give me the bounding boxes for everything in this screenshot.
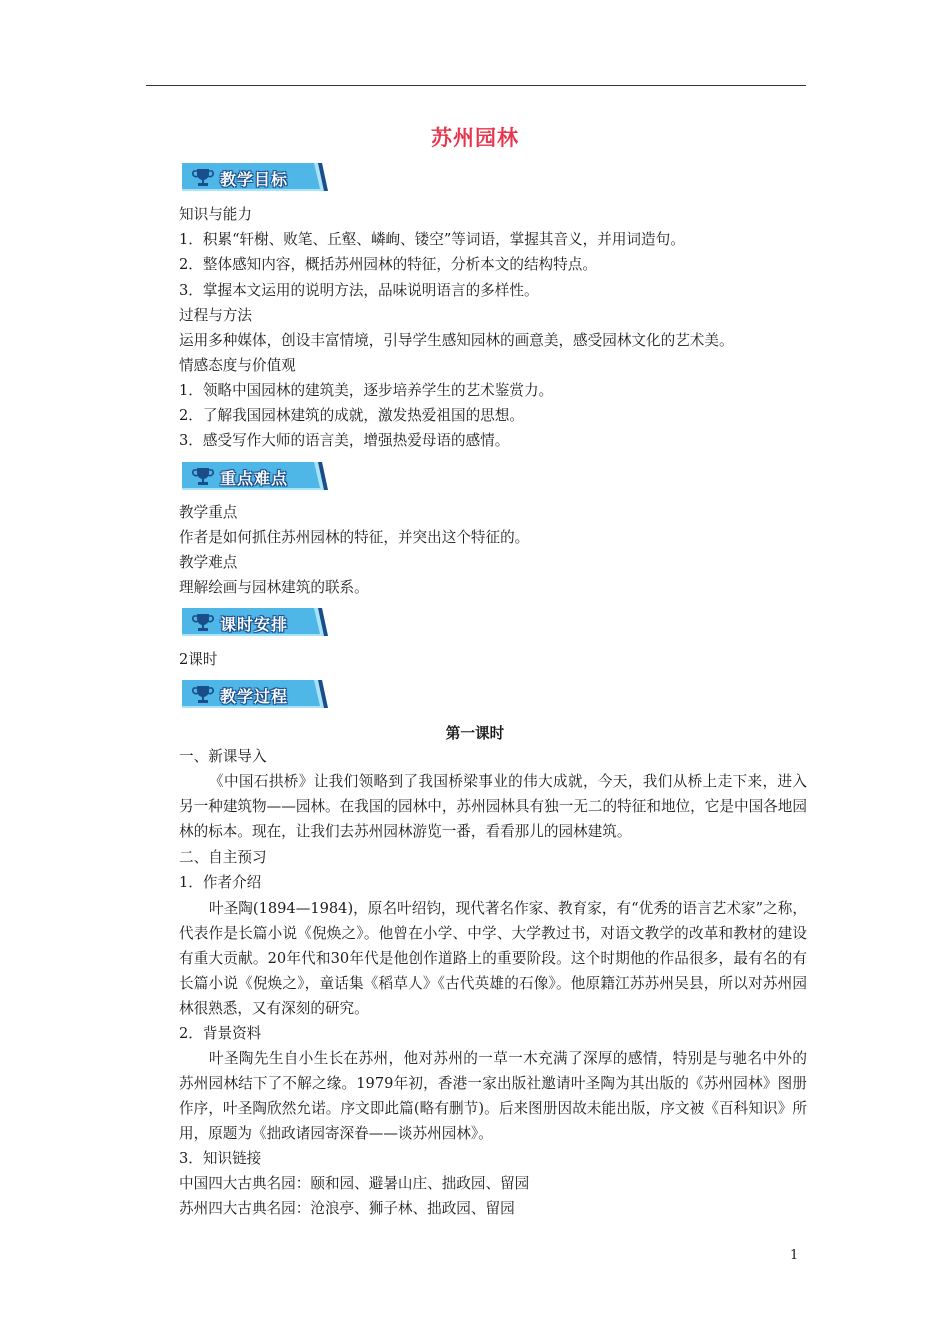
trophy-icon <box>192 683 214 705</box>
trophy-icon <box>192 611 214 633</box>
objectives-emotion-heading: 情感态度与价值观 <box>179 357 296 374</box>
objectives-k2: 2．整体感知内容，概括苏州园林的特征，分析本文的结构特点。 <box>179 256 597 273</box>
background-heading: 2．背景资料 <box>179 1025 262 1042</box>
keypoints-focus-heading: 教学重点 <box>179 504 238 521</box>
lesson-title: 第一课时 <box>445 725 505 742</box>
author-heading: 1．作者介绍 <box>179 874 262 891</box>
intro-heading: 一、新课导入 <box>179 748 267 765</box>
preview-heading: 二、自主预习 <box>179 849 267 866</box>
link-item-suzhou: 苏州四大古典名园：沧浪亭、狮子林、拙政园、留园 <box>179 1200 515 1217</box>
background-paragraph: 叶圣陶先生自小生长在苏州，他对苏州的一草一木充满了深厚的感情，特别是与驰名中外的苏州园林结下了不解之缘。1979年初，香港一家出版社邀请叶圣陶为其出版的《苏州园林》图册作序，叶圣陶欣然允诺。序文即此篇(略有删节)。后来图册因故未能出版，序文被《百科知识》所用，原题为《拙政诸园寄深眷——谈苏州园林》。 <box>179 1050 807 1142</box>
section-badge-label: 重点难点 <box>220 469 289 488</box>
intro-paragraph: 《中国石拱桥》让我们领略到了我国桥梁事业的伟大成就，今天，我们从桥上走下来，进入另一种建筑物——园林。在我国的园林中，苏州园林具有独一无二的特征和地位，它是中国各地园林的标本。现在，让我们去苏州园林游览一番，看看那儿的园林建筑。 <box>179 773 807 840</box>
trophy-icon <box>192 465 214 487</box>
page-number: 1 <box>790 1248 799 1263</box>
objectives-process-heading: 过程与方法 <box>179 307 252 324</box>
objectives-k3: 3．掌握本文运用的说明方法，品味说明语言的多样性。 <box>179 282 539 299</box>
link-heading: 3．知识链接 <box>179 1150 262 1167</box>
trophy-icon <box>192 166 214 188</box>
objectives-k1: 1．积累“轩榭、败笔、丘壑、嶙峋、镂空”等词语，掌握其音义，并用词造句。 <box>179 231 685 248</box>
section-badge-schedule <box>182 606 328 638</box>
section-badge-label: 教学目标 <box>220 170 289 189</box>
page-title: 苏州园林 <box>431 126 519 150</box>
keypoints-difficulty-heading: 教学难点 <box>179 554 238 571</box>
keypoints-focus: 作者是如何抓住苏州园林的特征，并突出这个特征的。 <box>179 529 530 546</box>
header-rule <box>146 85 806 86</box>
link-item-china: 中国四大古典名园：颐和园、避暑山庄、拙政园、留园 <box>179 1175 530 1192</box>
author-paragraph: 叶圣陶(1894—1984)，原名叶绍钧，现代著名作家、教育家，有“优秀的语言艺术家”之称，代表作是长篇小说《倪焕之》。他曾在小学、中学、大学教过书，对语文教学的改革和教材的建设有重大贡献。20年代和30年代是他创作道路上的重要阶段。这个时期他的作品很多，最有名的有长篇小说《倪焕之》，童话集《稻草人》《古代英雄的石像》。他原籍江苏苏州吴县，所以对苏州园林很熟悉，又有深刻的研究。 <box>179 900 807 1017</box>
section-badge-label: 教学过程 <box>220 687 289 706</box>
section-badge-keypoints <box>182 460 328 492</box>
objectives-p1: 运用多种媒体，创设丰富情境，引导学生感知园林的画意美，感受园林文化的艺术美。 <box>179 332 734 349</box>
objectives-knowledge-heading: 知识与能力 <box>179 206 252 223</box>
keypoints-difficulty: 理解绘画与园林建筑的联系。 <box>179 579 369 596</box>
objectives-e1: 1．领略中国园林的建筑美，逐步培养学生的艺术鉴赏力。 <box>179 382 554 399</box>
schedule-text: 2课时 <box>179 651 218 668</box>
section-badge-process <box>182 678 328 710</box>
section-badge-label: 课时安排 <box>220 615 289 634</box>
objectives-e3: 3．感受写作大师的语言美，增强热爱母语的感情。 <box>179 432 510 449</box>
section-badge-objectives <box>182 161 328 193</box>
objectives-e2: 2．了解我国园林建筑的成就，激发热爱祖国的思想。 <box>179 407 524 424</box>
